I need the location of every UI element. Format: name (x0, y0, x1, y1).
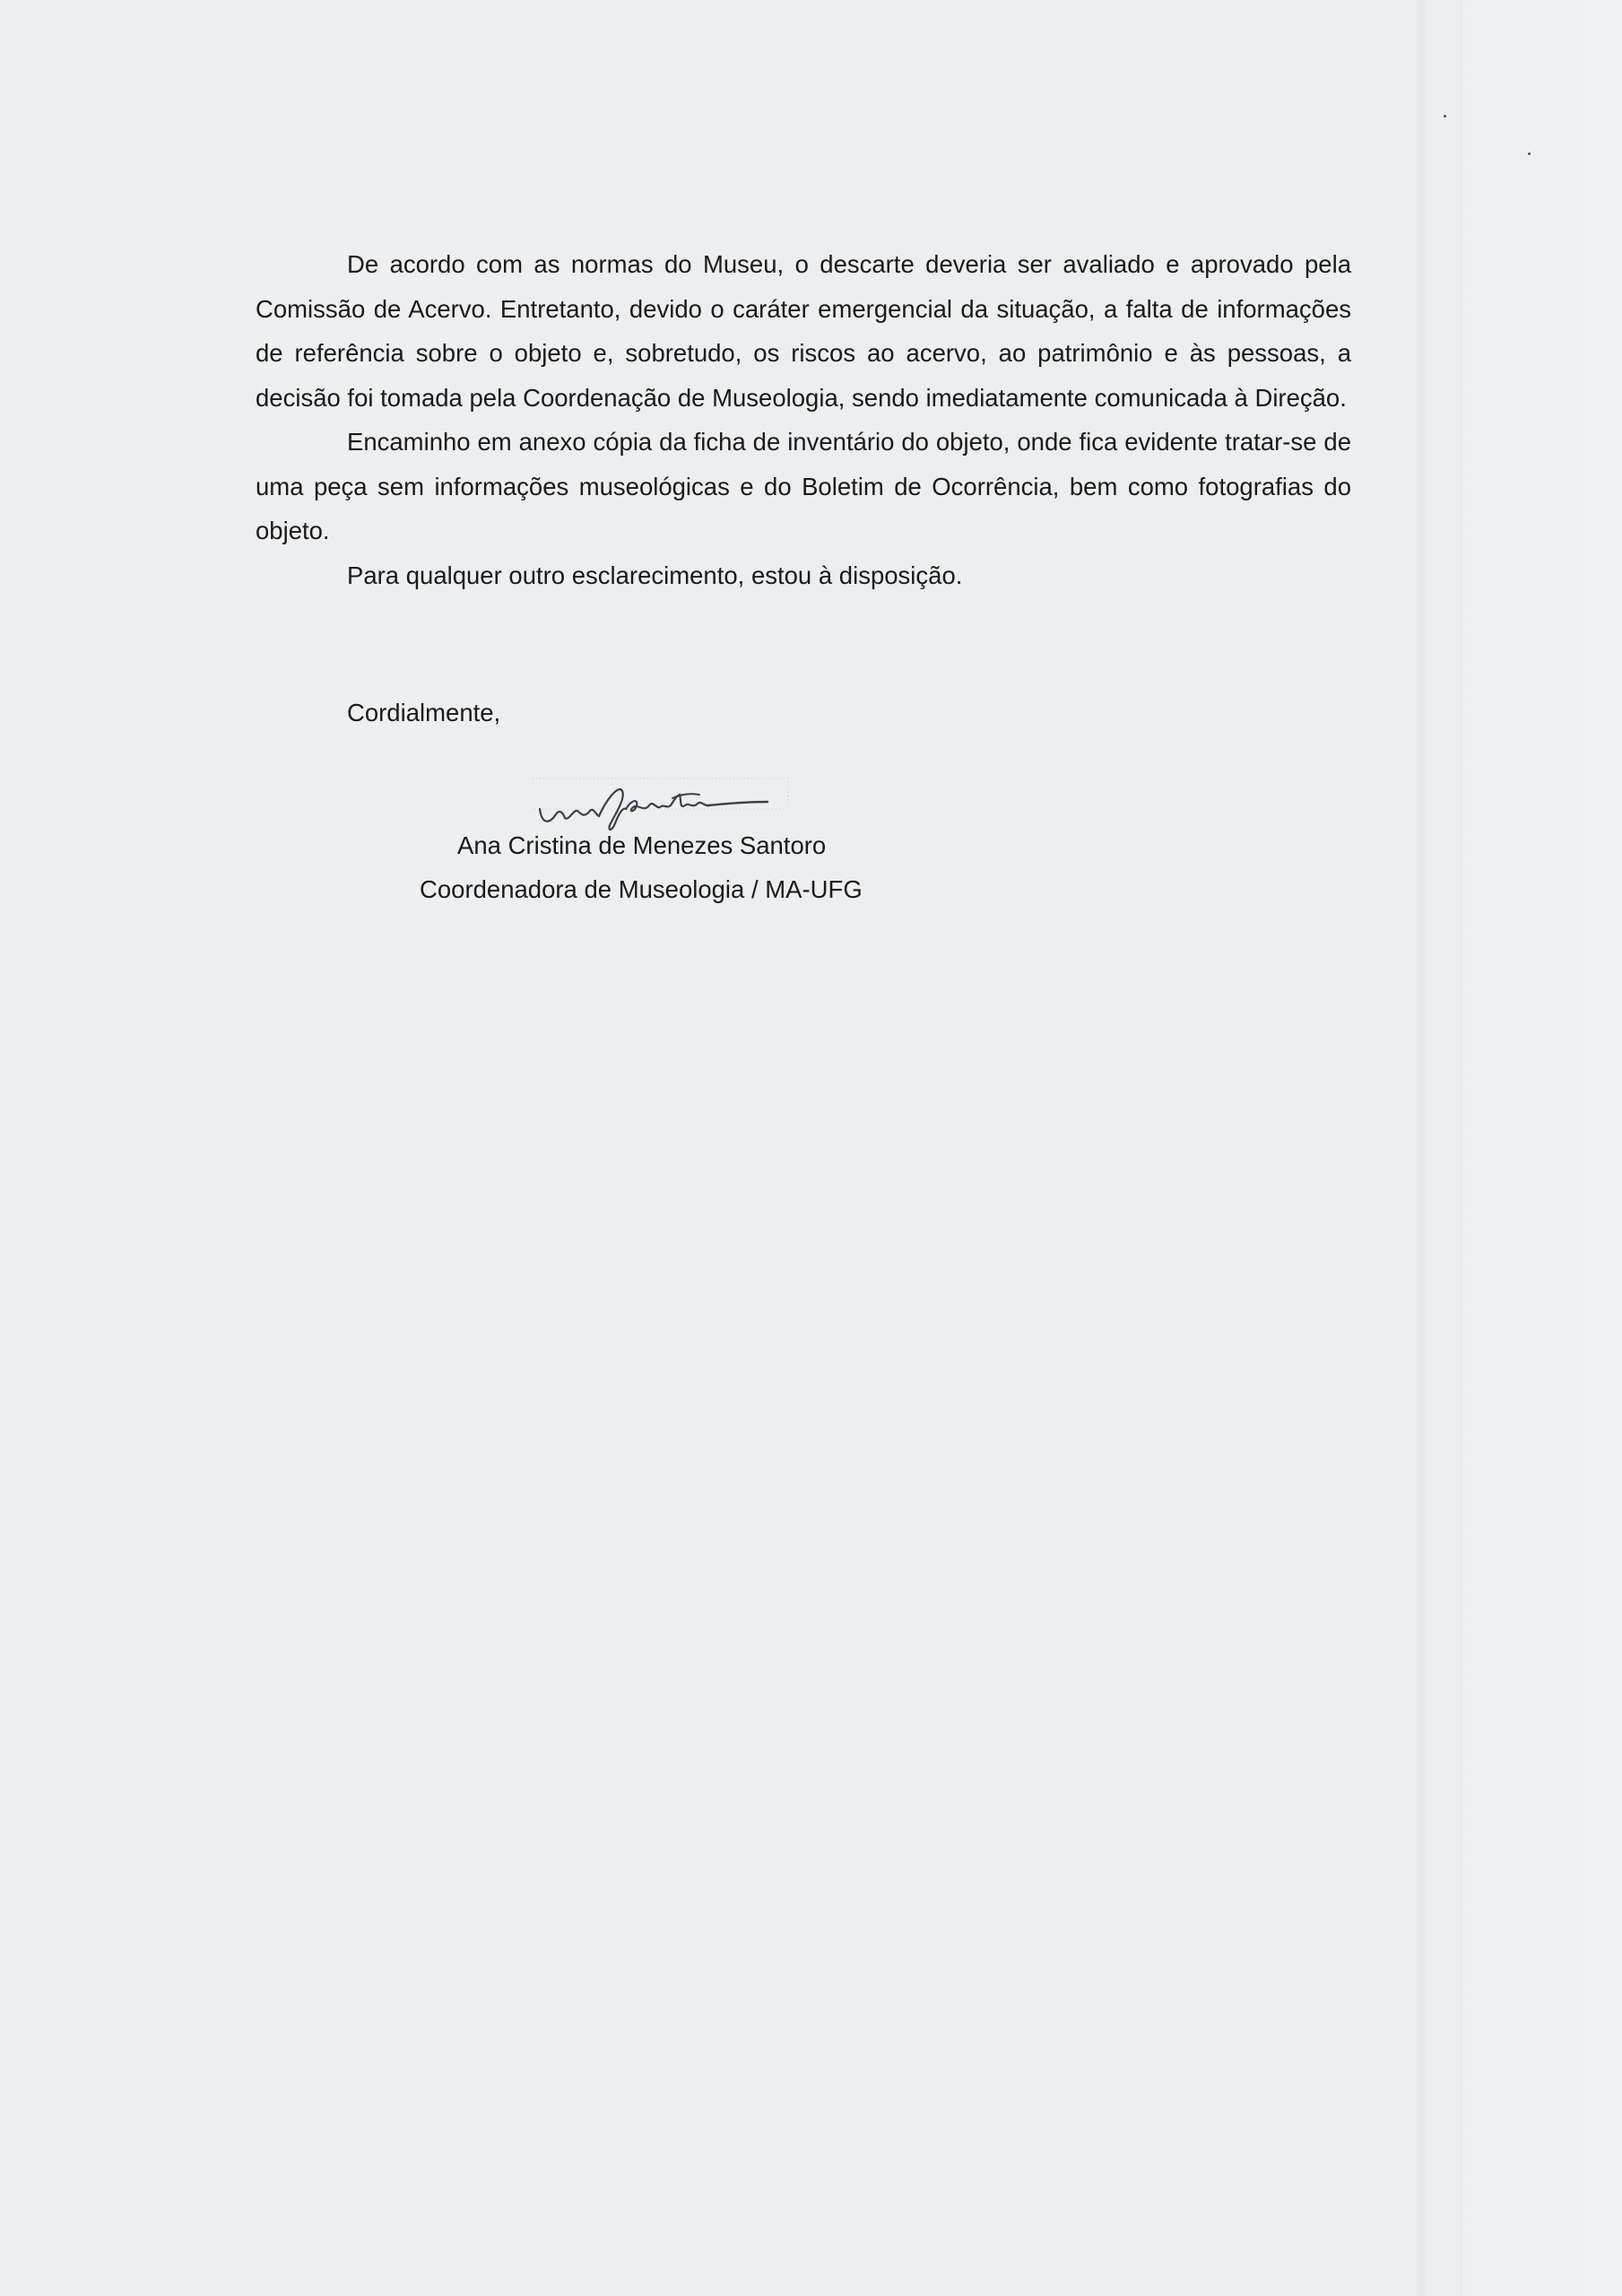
letter-body (256, 242, 1351, 597)
signatory-role: Coordenadora de Museologia / MA-UFG (420, 875, 863, 903)
dust-speck (1528, 152, 1531, 155)
scan-edge-line (1460, 0, 1462, 2296)
dust-speck (1444, 115, 1446, 117)
paragraph-attachments: Encaminho em anexo cópia da ficha de inventário do objeto, onde fica evidente tratar-se de uma peça sem informações museológicas e do Boletim de Ocorrência, bem como fotografias do objeto. (256, 428, 1351, 544)
closing-salutation: Cordialmente, (347, 699, 501, 726)
paragraph-availability: Para qualquer outro esclarecimento, estou à disposição. (347, 561, 963, 589)
paragraph-discard-decision: De acordo com as normas do Museu, o descarte deveria ser avaliado e aprovado pela Comissão de Acervo. Entretanto, devido o caráter emergencial da situação, a falta de informações de referência sobre o objeto e, sobretudo, os riscos ao acervo, ao patrimônio e às pessoas, a decisão foi tomada pela Coordenação de Museologia, sendo imediatamente comunicada à Direção. (256, 250, 1351, 412)
signatory-name: Ana Cristina de Menezes Santoro (457, 831, 827, 859)
scan-fold-shadow (1415, 0, 1427, 2296)
